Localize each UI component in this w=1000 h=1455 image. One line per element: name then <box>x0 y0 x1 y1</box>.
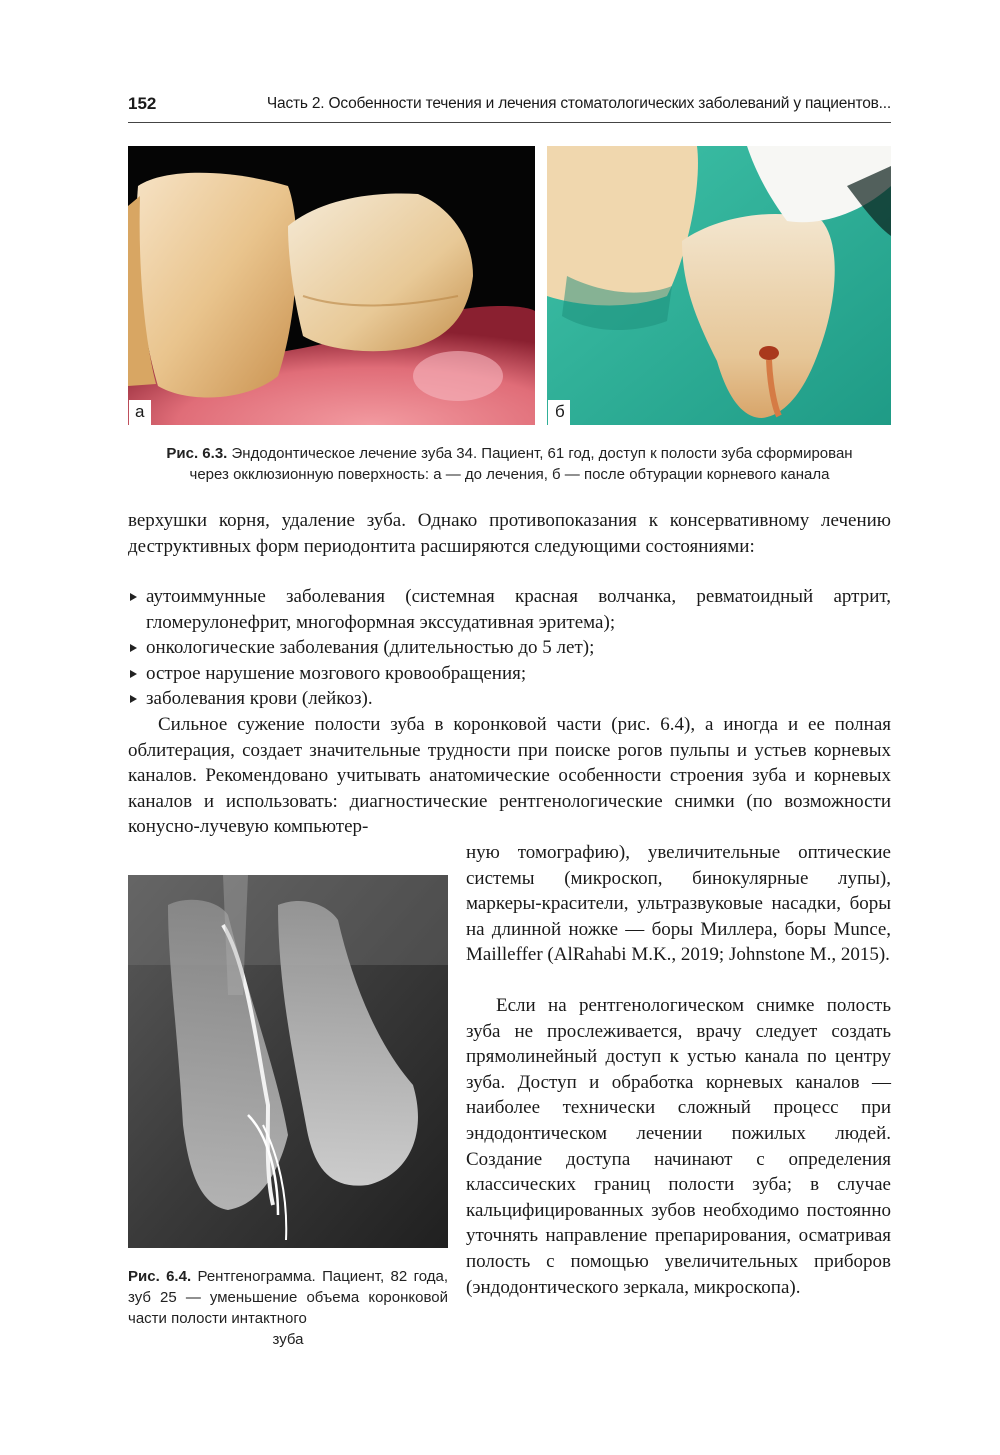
figure-6-3-caption-line2: через окклюзионную поверхность: а — до лечения, б — после обтурации корневого канала <box>189 466 830 483</box>
panel-b-label: б <box>555 402 565 421</box>
list-item: заболевания крови (лейкоз). <box>128 686 891 712</box>
list-item: острое нарушение мозгового кровообращения; <box>128 661 891 687</box>
figure-6-3-photo-b <box>547 146 891 425</box>
panel-a-label: а <box>135 402 145 421</box>
figure-6-4-caption-body: Рентгенограмма. Пациент, 82 года, зуб 25 — уменьшение объема коронковой части полости интактного <box>128 1268 448 1327</box>
paragraph-contraindications-intro: верхушки корня, удаление зуба. Однако противопоказания к консервативному лечению деструктивных форм периодонтита расширяются следующими состояниями: <box>128 510 891 557</box>
figure-6-4-xray <box>128 875 448 1248</box>
figure-6-4-label: Рис. 6.4. <box>128 1268 192 1285</box>
figure-6-3-photo-a <box>128 146 535 425</box>
figure-6-3-label: Рис. 6.3. <box>166 445 228 462</box>
contraindications-list <box>128 584 891 712</box>
figure-6-3-caption-line1: Эндодонтическое лечение зуба 34. Пациент, 61 год, доступ к полости зуба сформирован <box>231 445 853 462</box>
figure-6-4-caption <box>128 1266 448 1350</box>
running-header <box>128 92 891 123</box>
list-item: онкологические заболевания (длительностью до 5 лет); <box>128 635 891 661</box>
paragraph-canal-narrowing: Сильное сужение полости зуба в коронковой части (рис. 6.4), а иногда и ее полная облитерация, создает значительные трудности при поиске рогов пульпы и устьев корневых каналов. Рекомендовано учитывать анатомические особенности строения зуба и корневых каналов и использовать: диагностические рентгенологические снимки (по возможности конусно-лучевую компьютер- <box>128 714 891 838</box>
list-item: аутоиммунные заболевания (системная красная волчанка, ревматоидный артрит, гломерулонефрит, многоформная экссудативная эритема); <box>128 584 891 635</box>
running-title: Часть 2. Особенности течения и лечения стоматологических заболеваний у пациентов... <box>266 95 891 112</box>
figure-6-3-caption <box>128 443 891 485</box>
page-number: 152 <box>128 94 157 113</box>
paragraph-optical-systems: ную томографию), увеличительные оптические системы (микроскоп, бинокулярные лупы), маркеры-красители, ультразвуковые насадки, боры на длинной ножке — боры Миллера, боры Munce, Mailleffer (AlRahabi M.K., 2019; Johnstone M., 2015). <box>466 842 891 966</box>
paragraph-access-preparation: Если на рентгенологическом снимке полость зуба не прослеживается, врачу следует создать прямолинейный доступ к устью канала по центру зуба. Доступ и обработка корневых каналов — наиболее технически сложный процесс при эндодонтическом лечении пожилых людей. Создание доступа начинают с определения классических границ полости зуба; в случае кальцифицированных зубов необходимо постоянно уточнять направление препарирования, осматривая полость с помощью увеличительных приборов (эндодонтического зеркала, микроскопа). <box>466 995 891 1298</box>
figure-6-4-caption-last: зуба <box>272 1331 304 1348</box>
